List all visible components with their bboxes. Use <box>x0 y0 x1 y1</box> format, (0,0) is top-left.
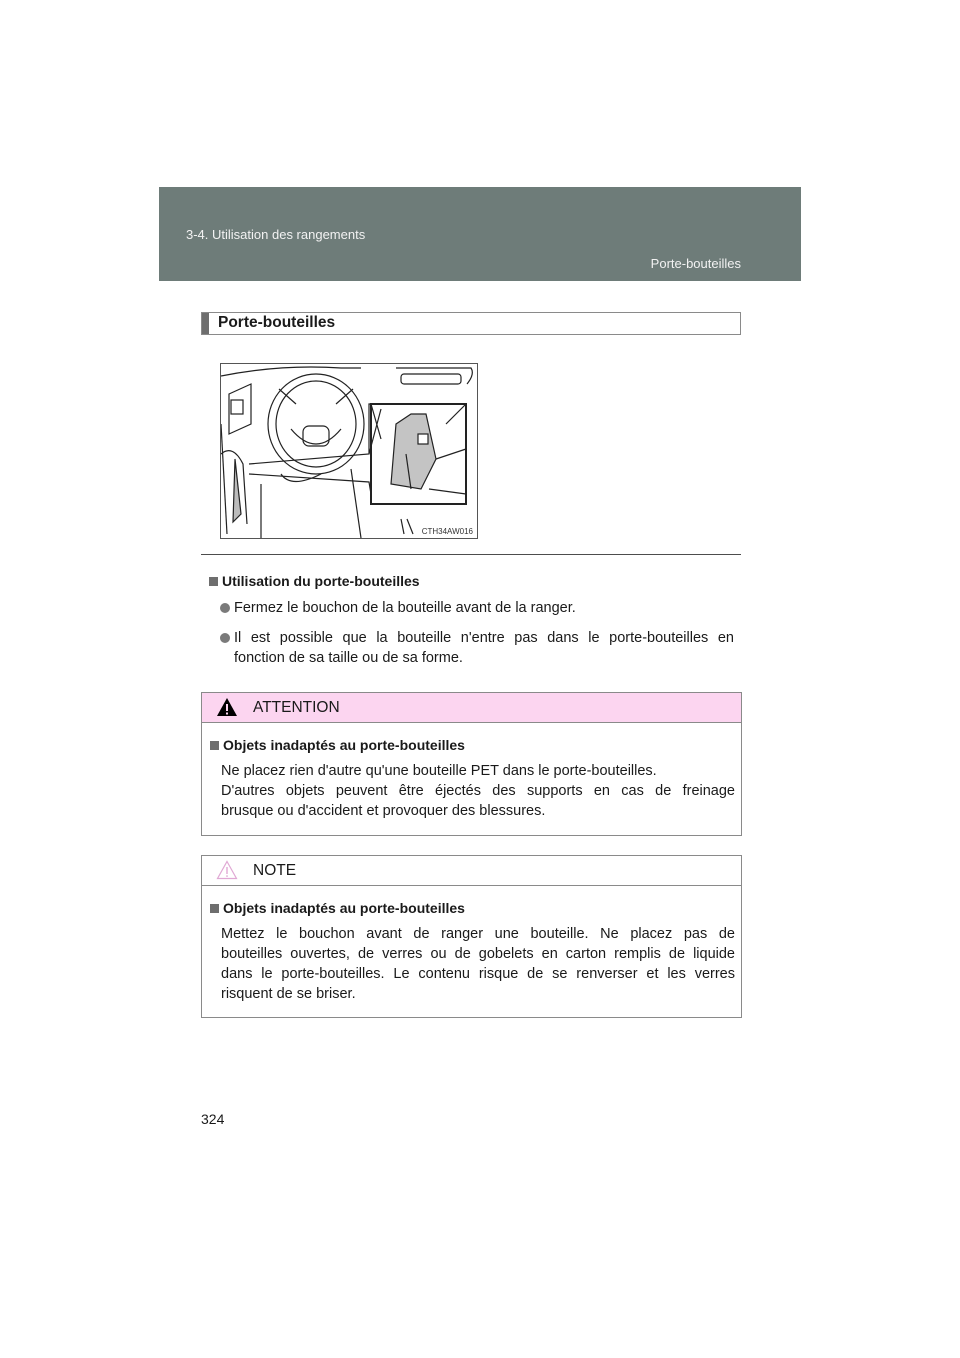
note-line: dans le porte-bouteilles. Le contenu risque de se renverser et les verres <box>221 966 735 982</box>
page-number: 324 <box>201 1111 225 1127</box>
dashboard-drawing <box>221 364 477 538</box>
figure-code: CTH34AW016 <box>421 527 473 536</box>
bullet-text-block <box>234 628 734 668</box>
note-label: NOTE <box>253 862 297 879</box>
warning-icon <box>216 697 238 717</box>
note-box <box>201 855 742 1018</box>
usage-title: Utilisation du porte-bouteilles <box>222 573 420 589</box>
square-bullet-icon <box>210 904 219 913</box>
usage-heading <box>209 573 420 589</box>
round-bullet-icon <box>220 633 230 643</box>
bullet-text-line: fonction de sa taille ou de sa forme. <box>234 650 463 666</box>
round-bullet-icon <box>220 603 230 613</box>
horizontal-rule <box>201 554 741 555</box>
attention-subtitle: Objets inadaptés au porte-bouteilles <box>223 737 465 753</box>
section-title-box <box>201 312 741 335</box>
square-bullet-icon <box>210 741 219 750</box>
bullet-text: Fermez le bouchon de la bouteille avant de la ranger. <box>234 600 576 616</box>
note-subtitle-row <box>210 900 465 916</box>
cup-holder-illustration <box>220 363 478 539</box>
attention-subtitle-row <box>210 737 465 753</box>
attention-line: D'autres objets peuvent être éjectés des supports en cas de freinage <box>221 783 735 799</box>
attention-box <box>201 692 742 836</box>
attention-header <box>202 693 741 723</box>
section-title: Porte-bouteilles <box>218 314 336 331</box>
title-accent-bar <box>202 313 209 334</box>
topic-label: Porte-bouteilles <box>650 256 741 271</box>
attention-line: Ne placez rien d'autre qu'une bouteille PET dans le porte-bouteilles. <box>221 763 657 779</box>
page-header <box>159 187 801 281</box>
note-line: bouteilles ouvertes, de verres ou de gobelets en carton remplis de liquide <box>221 946 735 962</box>
attention-label: ATTENTION <box>253 699 340 716</box>
attention-line: brusque ou d'accident et provoquer des blessures. <box>221 803 546 819</box>
note-line: risquent de se briser. <box>221 986 356 1002</box>
note-line: Mettez le bouchon avant de ranger une bouteille. Ne placez pas de <box>221 926 735 942</box>
note-warning-icon <box>216 860 238 880</box>
attention-text <box>221 761 735 821</box>
bullet-text-line: Il est possible que la bouteille n'entre pas dans le porte-bouteilles en <box>234 630 734 646</box>
note-subtitle: Objets inadaptés au porte-bouteilles <box>223 900 465 916</box>
square-bullet-icon <box>209 577 218 586</box>
section-label: 3-4. Utilisation des rangements <box>186 227 366 242</box>
note-text <box>221 924 735 1004</box>
note-header <box>202 856 741 886</box>
